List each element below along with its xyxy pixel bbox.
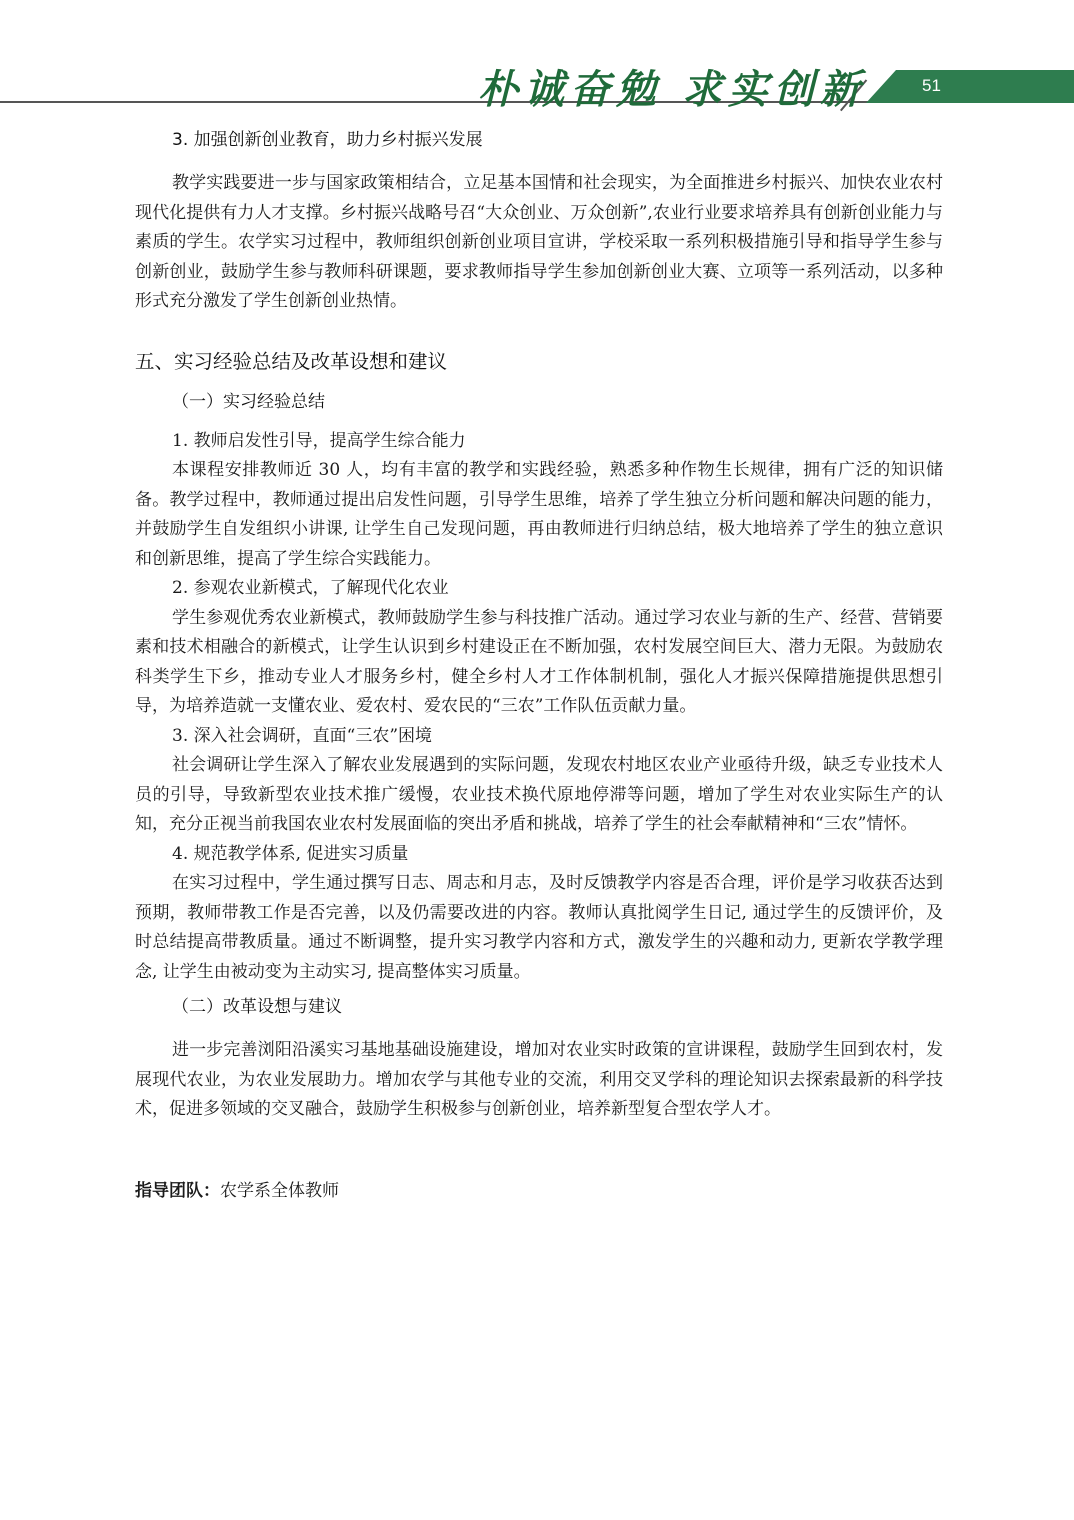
header-motto: 朴诚奋勉 求实创新 <box>478 66 866 113</box>
item-text-4: 在实习过程中，学生通过撰写日志、周志和月志，及时反馈教学内容是否合理，评价是学习收获否达到预期，教师带教工作是否完善，以及仍需要改进的内容。教师认真批阅学生日记, 通过学生的反馈评价，及时总结提高带教质量。通过不断调整，提升实习教学内容和方式，激发学生的兴趣和动力, 更新农学教学理念, 让学生由被动变为主动实习, 提高整体实习质量。 <box>135 873 943 982</box>
subsection-heading-summary: （一）实习经验总结 <box>172 391 325 412</box>
item-title-2: 2. 参观农业新模式，了解现代化农业 <box>172 578 449 598</box>
page-number-tab <box>866 70 1074 103</box>
guidance-team <box>135 1177 943 1205</box>
item-text-3: 社会调研让学生深入了解农业发展遇到的实际问题，发现农村地区农业产业亟待升级，缺乏专业技术人员的引导，导致新型农业技术推广缓慢，农业技术换代原地停滞等问题，增加了学生对农业实际生产的认知，充分正视当前我国农业农村发展面临的突出矛盾和挑战，培养了学生的社会奉献精神和“三农”情怀。 <box>135 755 943 834</box>
item-text-1: 本课程安排教师近 30 人，均有丰富的教学和实践经验，熟悉多种作物生长规律，拥有广泛的知识储备。教学过程中，教师通过提出启发性问题，引导学生思维，培养了学生独立分析问题和解决问题的能力，并鼓励学生自发组织小讲课, 让学生自己发现问题，再由教师进行归纳总结，极大地培养了学生的独立意识和创新思维，提高了学生综合实践能力。 <box>135 460 943 569</box>
subsection-heading-reform: （二）改革设想与建议 <box>172 997 342 1017</box>
guidance-team-label: 指导团队： <box>135 1180 220 1201</box>
chapter-heading: 五、实习经验总结及改革设想和建议 <box>135 349 448 373</box>
item-text-2: 学生参观优秀农业新模式，教师鼓励学生参与科技推广活动。通过学习农业与新的生产、经营、营销要素和技术相融合的新模式，让学生认识到乡村建设正在不断加强，农村发展空间巨大、潜力无限。为鼓励农科类学生下乡，推动专业人才服务乡村，健全乡村人才工作体制机制，强化人才振兴保障措施提供思想引导，为培养造就一支懂农业、爱农村、爱农民的“三农”工作队伍贡献力量。 <box>135 607 943 716</box>
item-title-4: 4. 规范教学体系, 促进实习质量 <box>172 843 409 864</box>
page-number: 51 <box>922 76 941 95</box>
guidance-team-value: 农学系全体教师 <box>220 1180 339 1201</box>
paragraph-reform: 进一步完善浏阳沿溪实习基地基础设施建设，增加对农业实时政策的宣讲课程，鼓励学生回到农村，发展现代农业，为农业发展助力。增加农学与其他专业的交流，利用交叉学科的理论知识去探索最新的科学技术，促进多领域的交叉融合，鼓励学生积极参与创新创业，培养新型复合型农学人才。 <box>135 1040 943 1119</box>
item-title-1: 1. 教师启发性引导，提高学生综合能力 <box>172 430 466 451</box>
document-body <box>135 126 943 1205</box>
item-title-3: 3. 深入社会调研，直面“三农”困境 <box>172 725 433 746</box>
section-heading-innovation: 3. 加强创新创业教育，助力乡村振兴发展 <box>172 130 483 150</box>
paragraph-innovation: 教学实践要进一步与国家政策相结合，立足基本国情和社会现实，为全面推进乡村振兴、加快农业农村现代化提供有力人才支撑。乡村振兴战略号召“大众创业、万众创新”,农业行业要求培养具有创新创业能力与素质的学生。农学实习过程中，教师组织创新创业项目宣讲，学校采取一系列积极措施引导和指导学生参与创新创业，鼓励学生参与教师科研课题，要求教师指导学生参加创新创业大赛、立项等一系列活动，以多种形式充分激发了学生创新创业热情。 <box>135 173 943 311</box>
